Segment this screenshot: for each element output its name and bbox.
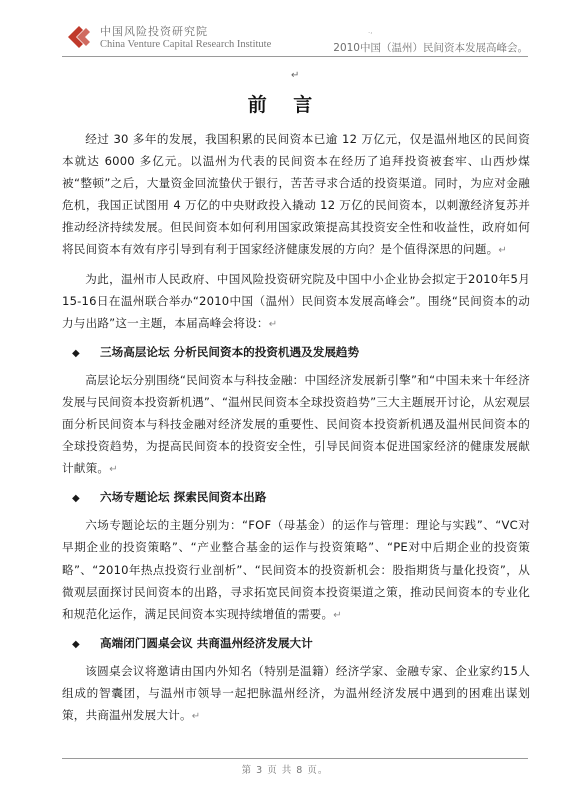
page-number: 第 3 页 共 8 页。 bbox=[241, 765, 329, 776]
paragraph-mark: ↵ bbox=[291, 70, 300, 81]
header-mark: ., bbox=[368, 27, 373, 35]
paragraph-roundtable: 该圆桌会议将邀请由国内外知名（特别是温籍）经济学家、金融专家、企业家约15人组成的智囊团，与温州市领导一起把脉温州经济，为温州经济发展中遇到的困难出谋划策，共商温州发展大计。↵ bbox=[62, 663, 530, 722]
page-header bbox=[0, 0, 570, 64]
paragraph-high-level-forum: 高层论坛分别围绕“民间资本与科技金融：中国经济发展新引擎”和“中国未来十年经济发展与民间资本投资新机遇”、“温州民间资本全球投资趋势”三大主题展开讨论，从宏观层面分析民间资本与科技金融对经济发展的重要性、民间资本投资新机遇及温州民间资本的全球投资趋势，为提高民间资本的投资安全性，引导民间资本促进国家经济的健康发展献计献策。↵ bbox=[62, 372, 530, 476]
section-heading-special-forums: ◆ 六场专题论坛 探索民间资本出路 bbox=[62, 486, 530, 510]
org-name-cn: 中国风险投资研究院 bbox=[100, 25, 208, 38]
diamond-icon: ◆ bbox=[72, 638, 80, 650]
cvcri-logo-icon bbox=[64, 22, 94, 52]
footer-divider bbox=[62, 758, 528, 759]
diamond-icon: ◆ bbox=[72, 347, 80, 359]
return-mark: ↵ bbox=[333, 609, 342, 621]
header-divider bbox=[62, 56, 528, 57]
section-heading-roundtable: ◆ 高端闭门圆桌会议 共商温州经济发展大计 bbox=[62, 632, 530, 656]
org-name-en: China Venture Capital Research Institute bbox=[100, 39, 272, 50]
diamond-icon: ◆ bbox=[72, 493, 80, 505]
document-body bbox=[62, 128, 530, 733]
paragraph-agenda: 为此，温州市人民政府、中国风险投资研究院及中国中小企业协会拟定于2010年5月15-16日在温州联合举办“2010中国（温州）民间资本发展高峰会”。围绕“民间资本的动力与出路”这一主题，本届高峰会将设：↵ bbox=[62, 271, 530, 330]
page-title: 前 言 bbox=[247, 94, 323, 116]
return-mark: ↵ bbox=[268, 318, 278, 330]
section-heading-high-level-forum: ◆ 三场高层论坛 分析民间资本的投资机遇及发展趋势 bbox=[62, 341, 530, 365]
document-title: 2010中国（温州）民间资本发展高峰会。 bbox=[333, 42, 528, 54]
return-mark: ↵ bbox=[109, 464, 118, 476]
paragraph-intro: 经过 30 多年的发展，我国积累的民间资本已逾 12 万亿元，仅是温州地区的民间资本就达 6000 多亿元。以温州为代表的民间资本在经历了追拜投资被套牢、山西炒煤被“整顿”之后，大量资金回流蛰伏于银行，苦苦寻求合适的投资渠道。同时，为应对金融危机，我国正试图用 4 万亿的中央财政投入撬动 12 万亿的民间资本，以刺激经济复苏并推动经济持续发展。但民间资本如何利用国家政策提高其投资安全性和收益性，政府如何将民间资本有效有序引导到有利于国家经济健康发展的方向？是个值得深思的问题。↵ bbox=[62, 132, 530, 257]
return-mark: ↵ bbox=[191, 710, 201, 722]
return-mark: ↵ bbox=[498, 245, 507, 257]
paragraph-special-forums: 六场专题论坛的主题分别为：“FOF（母基金）的运作与管理：理论与实践”、“VC对早期企业的投资策略”、“产业整合基金的运作与投资策略”、“PE对中后期企业的投资策略”、“2010年热点投资行业剖析”、“民间资本的投资新机会：股指期货与量化投资”，从微观层面探讨民间资本的出路，寻求拓宽民间资本投资渠道之策，推动民间资本的专业化和规范化运作，满足民间资本实现持续增值的需要。↵ bbox=[62, 518, 530, 621]
